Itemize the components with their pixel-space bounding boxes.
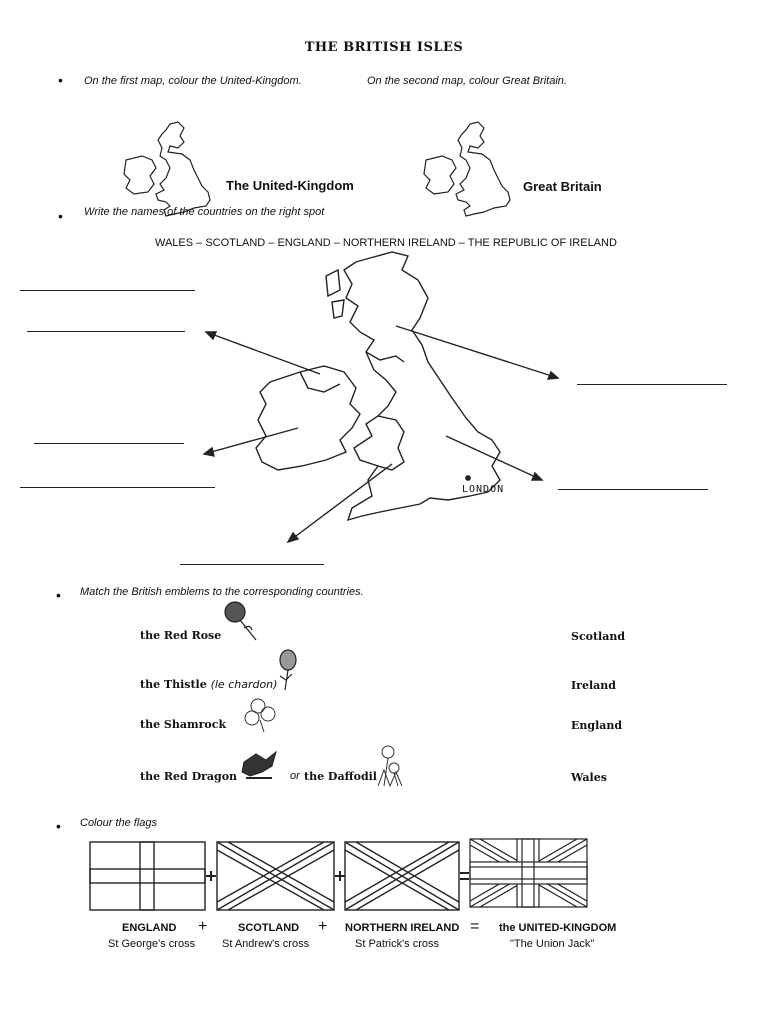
flag-sub-northern-ireland: St Patrick's cross bbox=[355, 938, 440, 950]
thistle-drawing bbox=[280, 650, 296, 690]
instruction-match-emblems: Match the British emblems to the corresponding countries. bbox=[80, 586, 364, 598]
instruction-colour-gb: On the second map, colour Great Britain. bbox=[367, 75, 567, 87]
large-map-british-isles bbox=[204, 252, 558, 542]
rose-drawing bbox=[225, 602, 256, 640]
flag-name-england: ENGLAND bbox=[122, 922, 177, 934]
instruction-write-countries: Write the names of the countries on the right spot bbox=[84, 206, 325, 218]
answer-blank[interactable] bbox=[577, 384, 727, 385]
country-wales: Wales bbox=[571, 771, 607, 784]
emblem-red-rose: the Red Rose bbox=[140, 629, 222, 642]
flag-name-northern-ireland: NORTHERN IRELAND bbox=[345, 922, 460, 934]
plus-sign: + bbox=[318, 918, 328, 935]
answer-blank[interactable] bbox=[558, 489, 708, 490]
page-title: THE BRITISH ISLES bbox=[304, 40, 464, 55]
emblem-red-dragon: the Red Dragon bbox=[140, 770, 238, 783]
shamrock-drawing bbox=[245, 699, 275, 732]
bullet: • bbox=[56, 587, 61, 603]
answer-blank[interactable] bbox=[20, 487, 215, 488]
flag-union-jack bbox=[470, 839, 587, 907]
country-ireland: Ireland bbox=[571, 679, 616, 692]
answer-blank[interactable] bbox=[34, 443, 184, 444]
emblem-daffodil: the Daffodil bbox=[304, 770, 377, 783]
answer-blank[interactable] bbox=[27, 331, 185, 332]
flag-england bbox=[90, 842, 205, 910]
small-map-gb bbox=[424, 122, 510, 216]
emblem-shamrock: the Shamrock bbox=[140, 718, 227, 731]
emblem-or: or bbox=[290, 770, 300, 782]
caption-great-britain: Great Britain bbox=[523, 179, 602, 194]
bullet: • bbox=[56, 818, 61, 834]
plus-sign: + bbox=[198, 918, 208, 935]
bullet: • bbox=[58, 208, 63, 224]
flag-sub-england: St George's cross bbox=[108, 938, 196, 950]
emblem-thistle-label: the Thistle bbox=[140, 678, 207, 691]
answer-blank[interactable] bbox=[180, 564, 324, 565]
flag-operators bbox=[206, 871, 469, 881]
dragon-drawing bbox=[242, 752, 276, 778]
country-scotland: Scotland bbox=[571, 630, 626, 643]
bullet: • bbox=[58, 72, 63, 88]
flag-name-scotland: SCOTLAND bbox=[238, 922, 300, 934]
answer-blank[interactable] bbox=[20, 290, 195, 291]
equals-sign: = bbox=[470, 918, 480, 935]
flag-sub-scotland: St Andrew's cross bbox=[222, 938, 310, 950]
emblem-thistle bbox=[140, 678, 277, 691]
emblem-thistle-french: (le chardon) bbox=[210, 678, 278, 691]
daffodil-drawing bbox=[378, 746, 402, 786]
london-label: LONDON bbox=[462, 484, 505, 495]
flag-name-united-kingdom: the UNITED-KINGDOM bbox=[499, 922, 617, 934]
flag-northern-ireland bbox=[345, 842, 459, 910]
country-england: England bbox=[571, 719, 623, 732]
flag-scotland bbox=[217, 842, 334, 910]
small-map-uk bbox=[124, 122, 210, 216]
country-list: WALES – SCOTLAND – ENGLAND – NORTHERN IRELAND – THE REPUBLIC OF IRELAND bbox=[155, 237, 617, 249]
caption-united-kingdom: The United-Kingdom bbox=[226, 178, 354, 193]
instruction-colour-flags: Colour the flags bbox=[80, 817, 158, 829]
instruction-colour-uk: On the first map, colour the United-Kingdom. bbox=[84, 75, 302, 87]
flag-sub-union-jack: "The Union Jack" bbox=[510, 938, 595, 950]
